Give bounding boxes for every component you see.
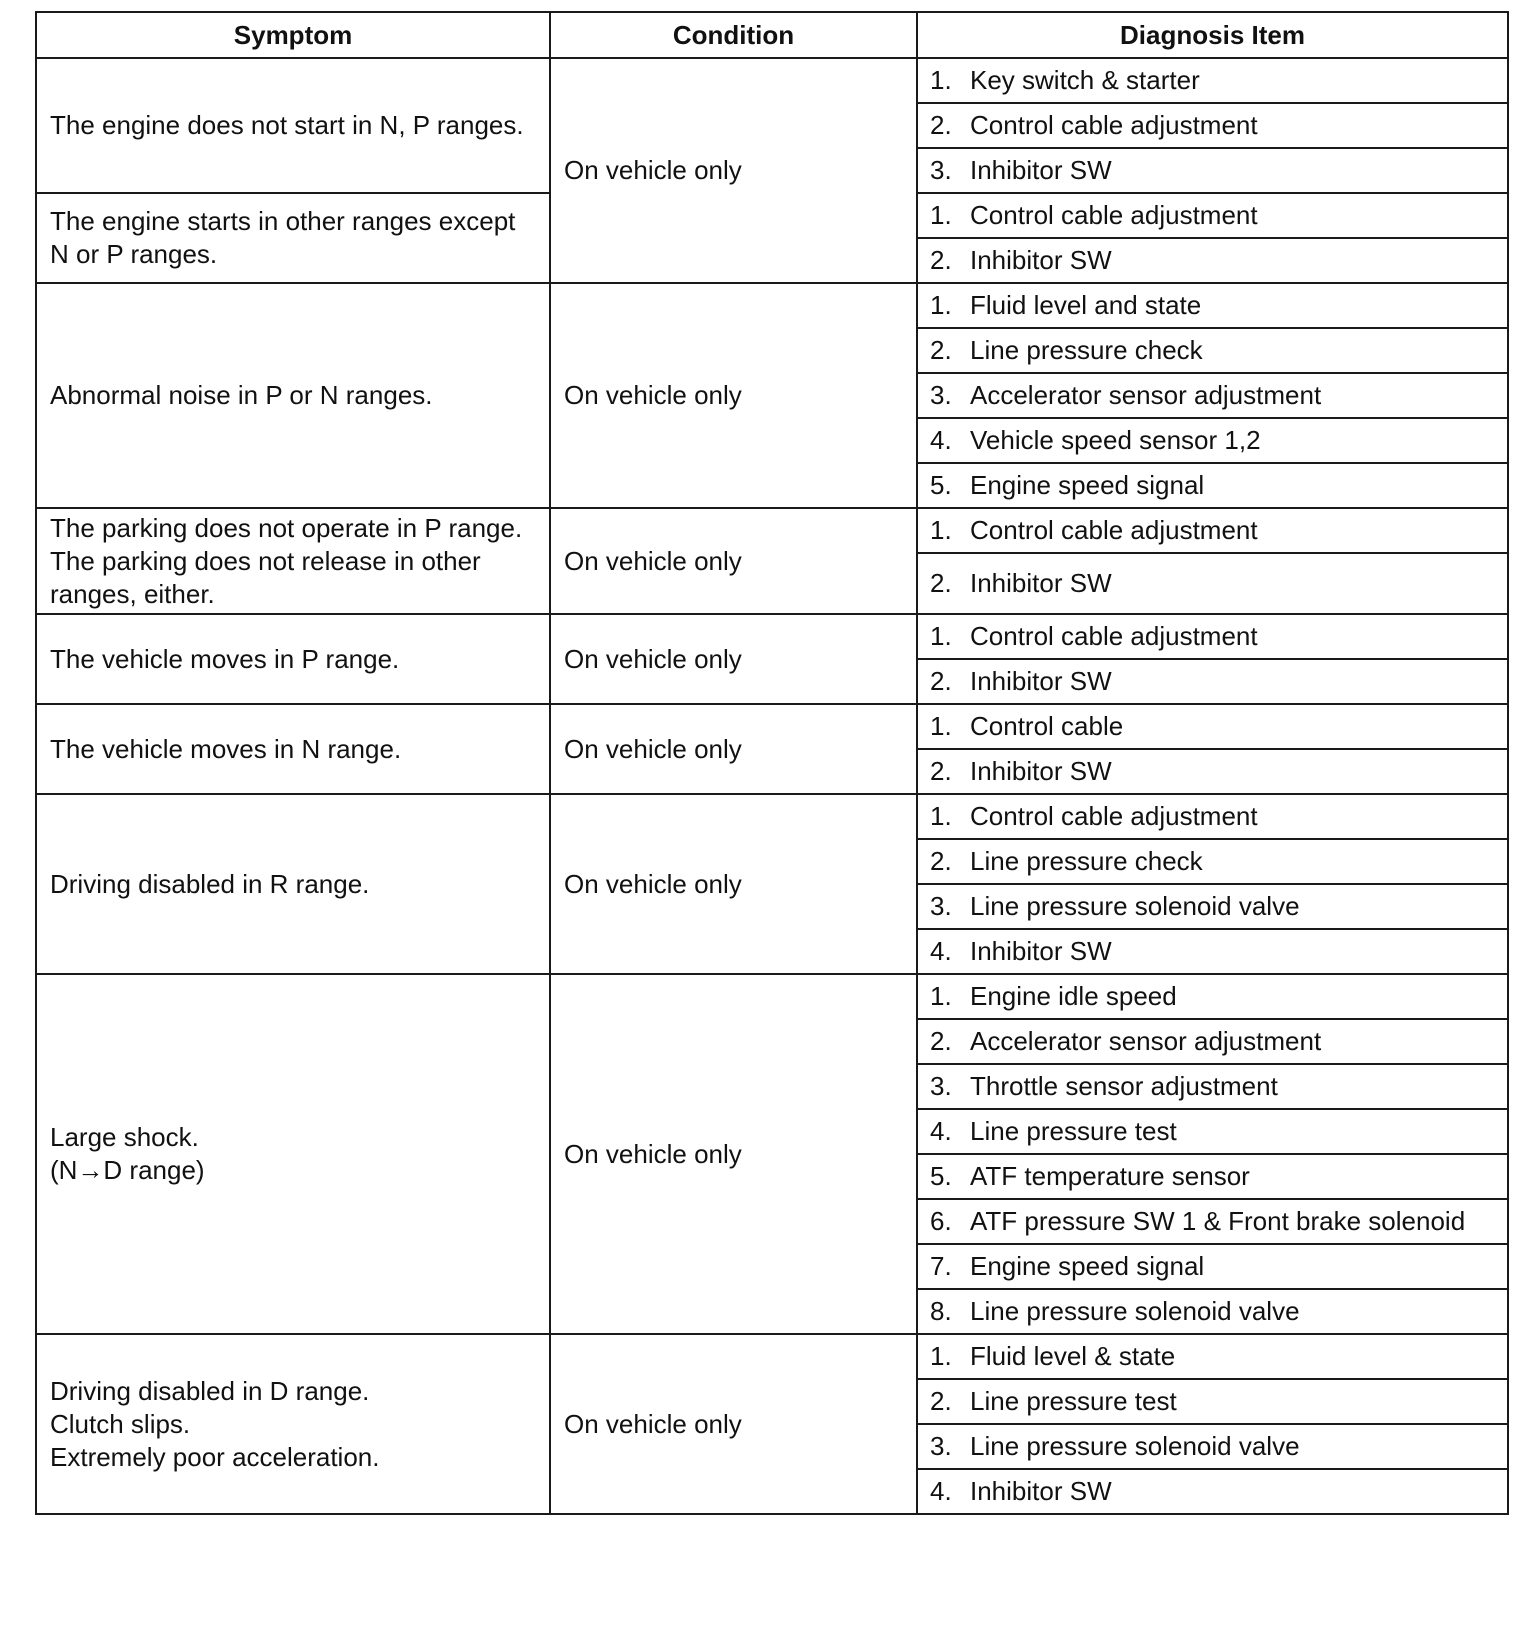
item-text: Inhibitor SW — [970, 936, 1112, 966]
item-number: 1. — [930, 981, 952, 1011]
item-number: 2. — [930, 335, 952, 365]
diagnosis-item — [917, 553, 1508, 614]
diagnosis-item — [917, 463, 1508, 508]
condition-cell: On vehicle only — [550, 614, 917, 704]
diagnosis-item — [917, 884, 1508, 929]
diagnosis-item — [917, 1469, 1508, 1514]
item-text: Engine speed signal — [970, 1251, 1205, 1281]
diagnosis-item — [917, 373, 1508, 418]
item-text: Inhibitor SW — [970, 1476, 1112, 1506]
diagnosis-item — [917, 1064, 1508, 1109]
diagnosis-table-container — [35, 11, 1507, 1515]
item-number: 3. — [930, 155, 952, 185]
symptom-cell: The parking does not operate in P range. The parking does not release in other ranges, either. — [36, 508, 550, 614]
item-number: 5. — [930, 470, 952, 500]
item-number: 2. — [930, 110, 952, 140]
diagnosis-item — [917, 193, 1508, 238]
symptom-cell: The engine starts in other ranges except N or P ranges. — [36, 193, 550, 283]
item-number: 1. — [930, 65, 952, 95]
symptom-cell: The vehicle moves in P range. — [36, 614, 550, 704]
diagnosis-item — [917, 659, 1508, 704]
diagnosis-item — [917, 1334, 1508, 1379]
table-row — [36, 283, 1508, 328]
condition-cell: On vehicle only — [550, 704, 917, 794]
symptom-cell — [36, 1334, 550, 1514]
diagnosis-item — [917, 283, 1508, 328]
symptom-line: Clutch slips. — [50, 1408, 191, 1439]
item-text: Line pressure check — [970, 846, 1203, 876]
diagnosis-item — [917, 1019, 1508, 1064]
diagnosis-item — [917, 974, 1508, 1019]
item-text: Fluid level and state — [970, 290, 1202, 320]
diagnosis-item — [917, 1424, 1508, 1469]
table-row — [36, 794, 1508, 839]
symptom-cell: The engine does not start in N, P ranges. — [36, 58, 550, 193]
item-text: Control cable adjustment — [970, 200, 1258, 230]
symptom-cell: The vehicle moves in N range. — [36, 704, 550, 794]
item-text: Inhibitor SW — [970, 666, 1112, 696]
item-text: Fluid level & state — [970, 1341, 1176, 1371]
symptom-line: Driving disabled in D range. — [50, 1375, 370, 1406]
item-number: 3. — [930, 1071, 952, 1101]
diagnosis-item — [917, 839, 1508, 884]
item-number: 2. — [930, 666, 952, 696]
item-text: Control cable adjustment — [970, 110, 1258, 140]
item-number: 1. — [930, 200, 952, 230]
diagnosis-item — [917, 794, 1508, 839]
item-text: Line pressure test — [970, 1386, 1177, 1416]
item-number: 4. — [930, 425, 952, 455]
diagnosis-item — [917, 328, 1508, 373]
diagnosis-item — [917, 1109, 1508, 1154]
item-number: 4. — [930, 1116, 952, 1146]
header-condition: Condition — [550, 12, 917, 58]
table-row — [36, 58, 1508, 103]
item-number: 5. — [930, 1161, 952, 1191]
condition-cell: On vehicle only — [550, 794, 917, 974]
table-header-row — [36, 12, 1508, 58]
diagnosis-table — [35, 11, 1509, 1515]
diagnosis-item — [917, 58, 1508, 103]
item-text: Control cable adjustment — [970, 801, 1258, 831]
item-text: Throttle sensor adjustment — [970, 1071, 1278, 1101]
diagnosis-item — [917, 749, 1508, 794]
diagnosis-item — [917, 418, 1508, 463]
item-text: Engine speed signal — [970, 470, 1205, 500]
item-number: 7. — [930, 1251, 952, 1281]
condition-cell: On vehicle only — [550, 283, 917, 508]
item-text: Accelerator sensor adjustment — [970, 1026, 1322, 1056]
item-number: 6. — [930, 1206, 952, 1236]
item-text: Inhibitor SW — [970, 756, 1112, 786]
item-text: Line pressure test — [970, 1116, 1177, 1146]
condition-cell: On vehicle only — [550, 58, 917, 283]
item-number: 3. — [930, 1431, 952, 1461]
symptom-line: (N→D range) — [50, 1155, 205, 1185]
item-text: Inhibitor SW — [970, 245, 1112, 275]
item-number: 4. — [930, 936, 952, 966]
diagnosis-item — [917, 929, 1508, 974]
table-row — [36, 1334, 1508, 1379]
symptom-cell: Abnormal noise in P or N ranges. — [36, 283, 550, 508]
item-text: Accelerator sensor adjustment — [970, 380, 1322, 410]
symptom-line: Large shock. — [50, 1122, 199, 1152]
table-row — [36, 704, 1508, 749]
item-text: ATF temperature sensor — [970, 1161, 1250, 1191]
item-text: Inhibitor SW — [970, 568, 1112, 598]
item-text: Control cable — [970, 711, 1124, 741]
item-number: 8. — [930, 1296, 952, 1326]
symptom-cell — [36, 974, 550, 1334]
item-text: Key switch & starter — [970, 65, 1200, 95]
item-text: Line pressure solenoid valve — [970, 1296, 1300, 1326]
condition-cell: On vehicle only — [550, 974, 917, 1334]
diagnosis-item — [917, 238, 1508, 283]
item-number: 1. — [930, 621, 952, 651]
diagnosis-item — [917, 614, 1508, 659]
item-number: 3. — [930, 891, 952, 921]
item-number: 2. — [930, 1386, 952, 1416]
table-row — [36, 614, 1508, 659]
header-diagnosis-item: Diagnosis Item — [917, 12, 1508, 58]
item-number: 1. — [930, 515, 952, 545]
diagnosis-item — [917, 704, 1508, 749]
table-row — [36, 508, 1508, 553]
item-number: 2. — [930, 756, 952, 786]
diagnosis-item — [917, 1199, 1508, 1244]
diagnosis-item — [917, 1289, 1508, 1334]
item-number: 2. — [930, 1026, 952, 1056]
item-number: 1. — [930, 290, 952, 320]
diagnosis-item — [917, 508, 1508, 553]
item-number: 1. — [930, 711, 952, 741]
item-number: 2. — [930, 568, 952, 598]
diagnosis-item — [917, 1154, 1508, 1199]
condition-cell: On vehicle only — [550, 508, 917, 614]
item-number: 3. — [930, 380, 952, 410]
item-text: Control cable adjustment — [970, 621, 1258, 651]
item-text: ATF pressure SW 1 & Front brake solenoid — [970, 1206, 1466, 1236]
item-number: 1. — [930, 1341, 952, 1371]
header-symptom: Symptom — [36, 12, 550, 58]
diagnosis-item — [917, 1379, 1508, 1424]
diagnosis-item — [917, 1244, 1508, 1289]
diagnosis-item — [917, 103, 1508, 148]
item-text: Line pressure check — [970, 335, 1203, 365]
item-text: Engine idle speed — [970, 981, 1177, 1011]
item-number: 1. — [930, 801, 952, 831]
table-row — [36, 974, 1508, 1019]
item-text: Vehicle speed sensor 1,2 — [970, 425, 1261, 455]
item-number: 4. — [930, 1476, 952, 1506]
item-text: Inhibitor SW — [970, 155, 1112, 185]
symptom-cell: Driving disabled in R range. — [36, 794, 550, 974]
item-number: 2. — [930, 846, 952, 876]
item-text: Control cable adjustment — [970, 515, 1258, 545]
item-text: Line pressure solenoid valve — [970, 891, 1300, 921]
condition-cell: On vehicle only — [550, 1334, 917, 1514]
item-text: Line pressure solenoid valve — [970, 1431, 1300, 1461]
symptom-line: Extremely poor acceleration. — [50, 1441, 380, 1472]
item-number: 2. — [930, 245, 952, 275]
diagnosis-item — [917, 148, 1508, 193]
